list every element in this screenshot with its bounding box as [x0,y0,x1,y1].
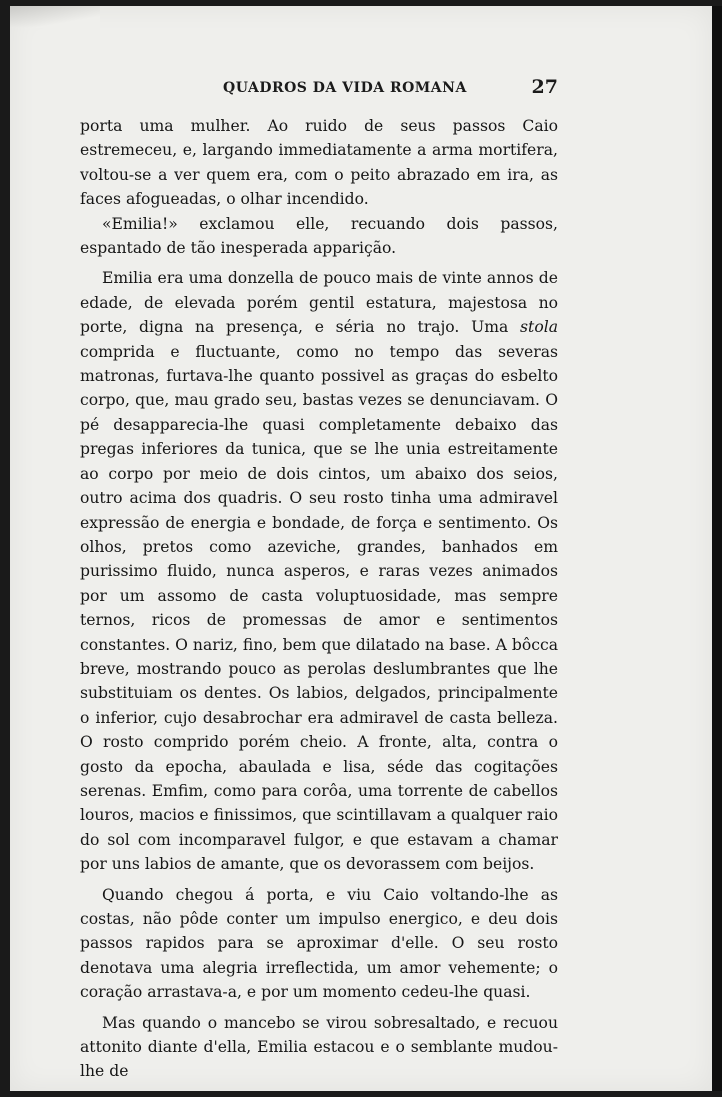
paragraph-2: «Emilia!» exclamou elle, recuando dois passos, espantado de tão inesperada apparição. [80,214,558,258]
scan-border-bottom [0,1091,722,1097]
page-number: 27 [531,76,558,98]
scan-border-top [0,0,722,6]
paragraph-3 [80,266,558,876]
paragraph-3-part-2: comprida e fluctuante, como no tempo das severas matronas, furtava-lhe quanto possivel as graças do esbelto corpo, que, mau grado seu, bastas vezes se denunciavam. O pé desapparecia-lhe quasi completamente debaixo das pregas inferiores da tunica, que se lhe unia estreitamente ao corpo por meio de dois cintos, um abaixo dos seios, outro acima dos quadris. O seu rosto tinha uma admiravel expressão de energia e bondade, de força e sentimento. Os olhos, pretos como azeviche, grandes, banhados em purissimo fluido, nunca asperos, e raras vezes animados por um assomo de casta voluptuosidade, mas sempre ternos, ricos de promessas de amor e sentimentos constantes. O nariz, fino, bem que dilatado na base. A bôcca breve, mostrando pouco as perolas deslumbrantes que lhe substituiam os dentes. Os labios, delgados, principalmente o inferior, cujo desabrochar era admiravel de casta belleza. O rosto comprido porém cheio. A fronte, alta, contra o gosto da epocha, abaulada e lisa, séde das cogitações serenas. Emfim, como para corôa, uma torrente de cabellos louros, macios e finissimos, que scintillavam a qualquer raio do sol com incomparavel fulgor, e que estavam a chamar por uns labios de amante, que os devorassem com beijos. [80,342,558,874]
body-text [80,114,558,1084]
paragraph-1: porta uma mulher. Ao ruido de seus passos Caio estremeceu, e, largando immediatamente a arma mortifera, voltou-se a ver quem era, com o peito abrazado em ira, as faces afogueadas, o olhar incendido. [80,117,558,209]
running-title: QUADROS DA VIDA ROMANA [223,80,467,96]
page-header [80,76,558,102]
paragraph-4: Quando chegou á porta, e viu Caio voltando-lhe as costas, não pôde conter um impulso energico, e deu dois passos rapidos para se aproximar d'elle. O seu rosto denotava uma alegria irreflectida, um amor vehemente; o coração arrastava-a, e por um momento cedeu-lhe quasi. [80,885,558,1002]
paragraph-3-part-1: Emilia era uma donzella de pouco mais de vinte annos de edade, de elevada porém gentil estatura, majestosa no porte, digna na presença, e séria no trajo. Uma [80,269,558,337]
scan-border-left [0,0,10,1097]
page-corner-shadow [10,6,100,28]
paragraph-3-italic-word: stola [520,318,558,337]
paragraph-5: Mas quando o mancebo se virou sobresaltado, e recuou attonito diante d'ella, Emilia estacou e o semblante mudou-lhe de [80,1013,558,1081]
scan-border-right [712,0,722,1097]
